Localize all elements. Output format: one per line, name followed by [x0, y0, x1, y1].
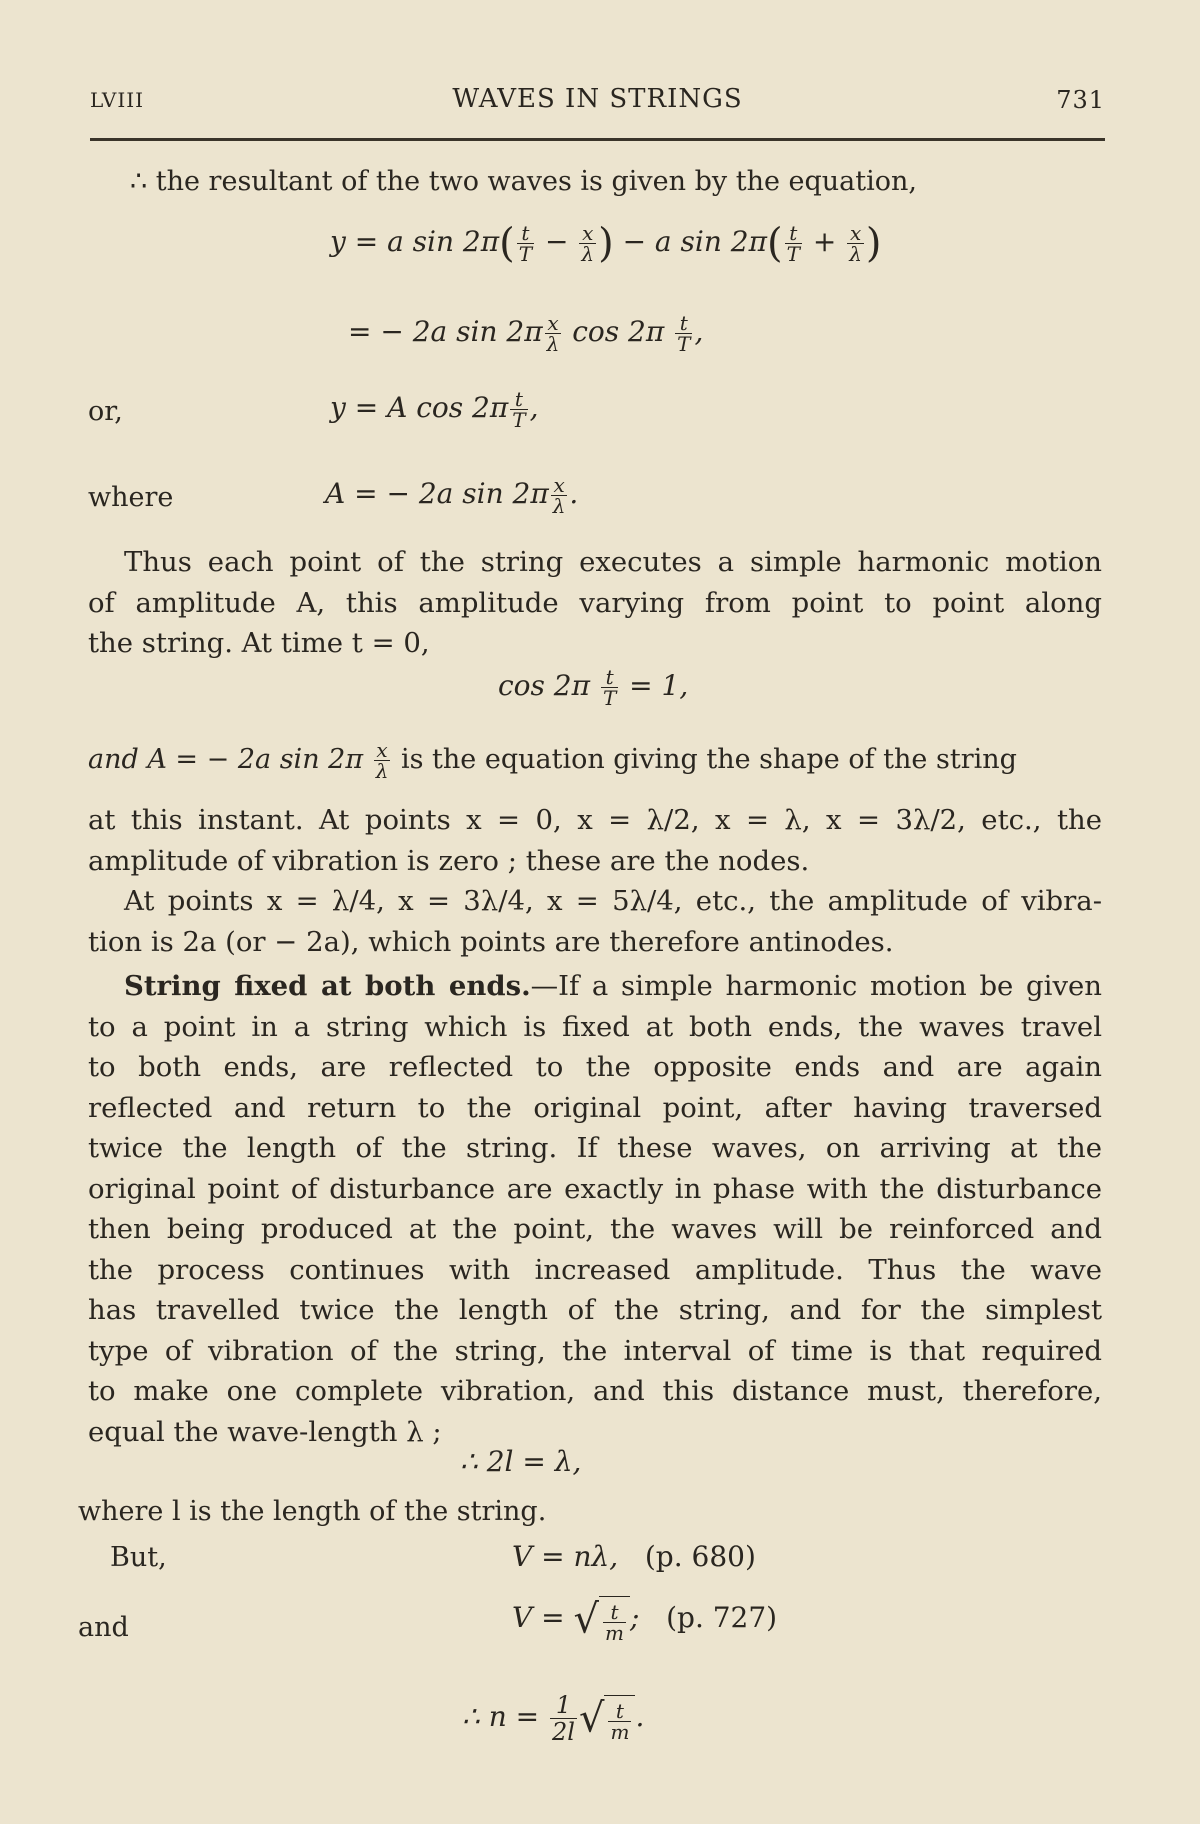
equation-frequency: ∴ n = $\frac{1}{2l}$ √ $\frac{t}{m}$ .	[462, 1691, 645, 1746]
intro-line: ∴ the resultant of the two waves is given by the equation,	[130, 166, 917, 197]
but-label: But,	[110, 1542, 167, 1573]
equation-amplitude: A = − 2a sin 2π $\frac{x}{\lambda}$ .	[325, 473, 579, 518]
equation-resultant: y = a sin 2π( $\frac{t}{T}$ − $\frac{x}{\lambda}$ ) − a sin 2π( $\frac{t}{T}$ + $\frac{x}{\lambda}$ )	[330, 220, 882, 267]
chapter-number: LVIII	[90, 88, 145, 112]
equation-product: = − 2a sin 2π $\frac{x}{\lambda}$ cos 2π $\frac{t}{T}$ ,	[348, 311, 704, 356]
length-definition: where l is the length of the string.	[78, 1496, 547, 1527]
equation-velocity: V = nλ, (p. 680)	[512, 1540, 756, 1573]
running-header	[90, 82, 1105, 126]
paragraph-nodes: at this instant. At points x = 0, x = λ/2, x = λ, x = 3λ/2, etc., the amplitude of vibration is zero ; these are the nodes. At points x = λ/4, x = 3λ/4, x = 5λ/4, etc., the amplitude of vibra- tion is 2a (or − 2a), which points are therefore antinodes.	[88, 804, 1102, 958]
where-label: where	[88, 482, 174, 513]
paragraph-fixed-ends: String fixed at both ends.—If a simple harmonic motion be given to a point in a string which is fixed at both ends, the waves travel to both ends, are reflected to the opposite ends and are again reflected and return to the original point, after having traversed twice the length of the string. If these waves, on arriving at the original point of disturbance are exactly in phase with the disturbance then being produced at the point, the waves will be reinforced and the process continues with increased amplitude. Thus the wave has travelled twice the length of the string, and for the simplest type of vibration of the string, the interval of time is that required to make one complete vibration, and this distance must, therefore, equal the wave-length λ ;	[88, 970, 1102, 1448]
page-number: 731	[1056, 86, 1105, 114]
page-title: WAVES IN STRINGS	[452, 84, 743, 114]
equation-velocity-tension: V = √ $\frac{t}{m}$ ; (p. 727)	[512, 1596, 778, 1645]
section-heading: String fixed at both ends.	[124, 970, 531, 1002]
and-label: and	[78, 1612, 129, 1643]
shape-equation-line: and A = − 2a sin 2π $\frac{x}{\lambda}$ is the equation giving the shape of the string	[88, 738, 1017, 783]
eq1-lhs: y = a sin 2π	[330, 225, 500, 258]
or-label: or,	[88, 396, 123, 427]
header-rule	[90, 138, 1105, 141]
eq1-mid: − a sin 2π	[613, 225, 768, 258]
paragraph-harmonic-motion: Thus each point of the string executes a simple harmonic motion of amplitude A, this amplitude varying from point to point along the string. At time t = 0,	[88, 546, 1102, 659]
equation-cos-one: cos 2π $\frac{t}{T}$ = 1,	[498, 665, 689, 710]
equation-y: y = A cos 2π $\frac{t}{T}$ ,	[330, 387, 539, 432]
equation-length: ∴ 2l = λ,	[460, 1445, 582, 1478]
